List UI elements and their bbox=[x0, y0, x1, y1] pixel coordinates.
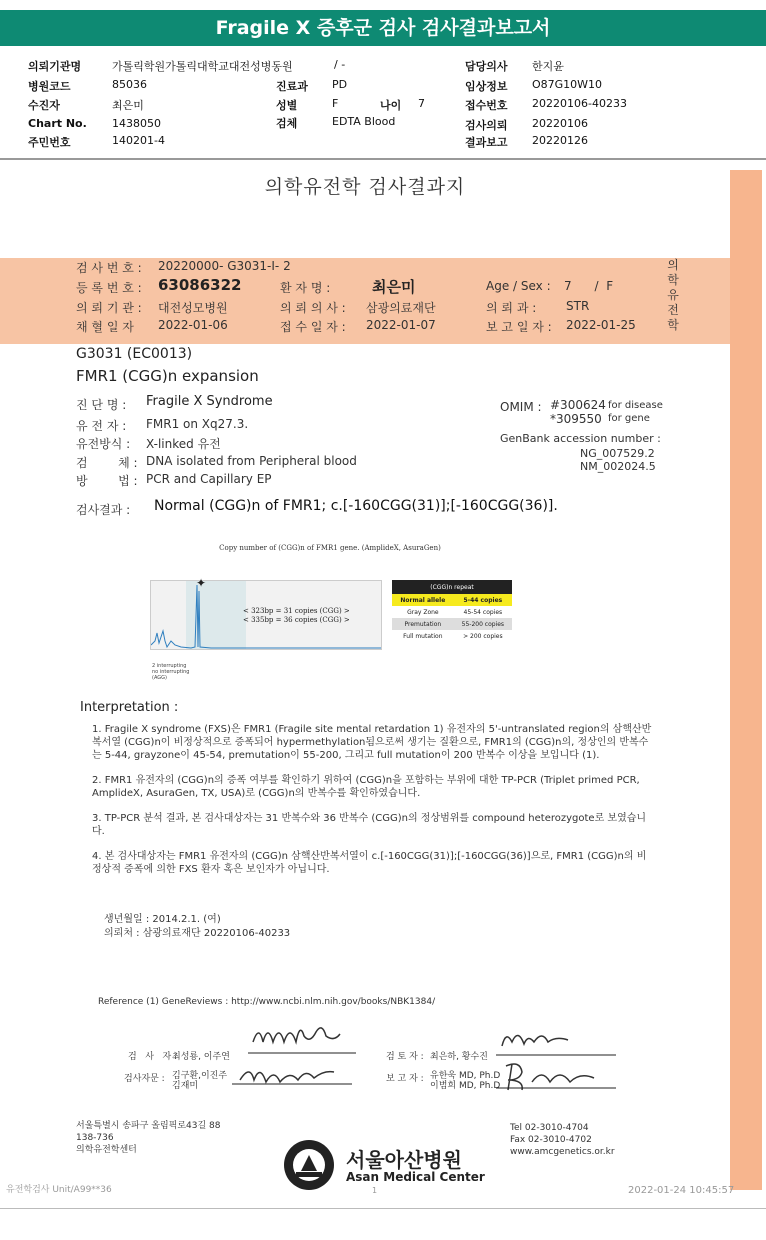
interpretation-title: Interpretation : bbox=[80, 700, 179, 715]
specimen-value-2: DNA isolated from Peripheral blood bbox=[146, 454, 357, 468]
hospital-value: 가톨릭학원가톨릭대학교대전성병동원 bbox=[112, 60, 293, 73]
band-report-label: 보 고 일 자 : bbox=[486, 320, 552, 334]
specimen-label-2: 검 체 : bbox=[76, 456, 138, 470]
clinical-label: 임상정보 bbox=[465, 80, 508, 93]
advisor-value: 김구환,이진주 김재미 bbox=[172, 1071, 228, 1091]
doctor-value: 한지윤 bbox=[532, 60, 564, 73]
copy-row-key: Full mutation bbox=[403, 632, 443, 640]
patient-value: 최은미 bbox=[112, 99, 144, 112]
reviewer-value: 최은하, 황수진 bbox=[430, 1052, 488, 1062]
sex-value: F bbox=[332, 97, 339, 110]
report-date-value: 20220126 bbox=[532, 134, 588, 147]
report-doc-title: 의학유전학 검사결과지 bbox=[264, 176, 466, 198]
hospital-name-en: Asan Medical Center bbox=[346, 1170, 485, 1184]
contact: Tel 02-3010-4704 Fax 02-3010-4702 www.amcgenetics.or.kr bbox=[510, 1123, 615, 1157]
diag-label: 진 단 명 : bbox=[76, 398, 127, 412]
copy-row-key: Gray Zone bbox=[407, 608, 439, 616]
collect-label: 채 혈 일 자 bbox=[76, 320, 134, 334]
omim-disease-note: for disease bbox=[608, 400, 663, 411]
copy-row-key: Premutation bbox=[404, 620, 442, 628]
interp-item: 2. FMR1 유전자의 (CGG)n의 증폭 여부를 확인하기 위하여 (CGG)n을 포함하는 부위에 대한 TP-PCR (Triplet primed PCR, AmplideX, AsuraGen, TX, USA)로 (CGG)n의 반복수를 확인하였습니다. bbox=[92, 775, 640, 799]
figure-peak-2: < 335bp = 36 copies (CGG) > bbox=[243, 616, 350, 624]
doctor-label: 담당의사 bbox=[465, 60, 508, 73]
genbank-2: NM_002024.5 bbox=[580, 460, 656, 473]
omim-gene-note: for gene bbox=[608, 413, 650, 424]
report-title-bar: Fragile X 증후군 검사 검사결과보고서 bbox=[0, 10, 766, 46]
sex-label: 성별 bbox=[276, 99, 298, 112]
request-label: 검사의뢰 bbox=[465, 119, 508, 132]
band-report-value: 2022-01-25 bbox=[566, 318, 636, 332]
agesex-label: Age / Sex : bbox=[486, 279, 551, 293]
diag-value: Fragile X Syndrome bbox=[146, 394, 273, 409]
bottom-rule bbox=[0, 1208, 766, 1209]
test-no-label: 검 사 번 호 : bbox=[76, 261, 142, 275]
patient-label: 수진자 bbox=[28, 99, 60, 112]
copy-number-table bbox=[392, 580, 512, 642]
test-code: G3031 (EC0013) bbox=[76, 346, 193, 362]
genbank-1: NG_007529.2 bbox=[580, 447, 655, 460]
inherit-label: 유전방식 : bbox=[76, 437, 131, 451]
right-margin-strip bbox=[730, 170, 762, 1190]
code-label: 병원코드 bbox=[28, 80, 71, 93]
dept-value: PD bbox=[332, 78, 348, 91]
result-label: 검사결과 : bbox=[76, 503, 131, 517]
figure-note: 2 interrupting no interrupting (AGG) bbox=[152, 663, 190, 681]
dept-label: 진료과 bbox=[276, 80, 308, 93]
band-dept-value: STR bbox=[566, 299, 590, 313]
hospital-label: 의뢰기관명 bbox=[28, 60, 82, 73]
interp-item: 4. 본 검사대상자는 FMR1 유전자의 (CGG)n 삼핵산반복서열이 c.[-160CGG(31)];[-160CGG(36)]으로, FMR1 (CGG)n의 비정상적 증폭에 의한 FXS 환자 혹은 보인자가 아닙니다. bbox=[92, 851, 647, 875]
band-doc-value: 삼광의료재단 bbox=[366, 301, 436, 315]
hospital-extra: / - bbox=[334, 58, 346, 71]
header-divider bbox=[0, 158, 766, 160]
peak-marker-icon: ✦ bbox=[196, 576, 207, 590]
reg-no-label: 등 록 번 호 : bbox=[76, 281, 142, 295]
advisor-label: 검사자문 : bbox=[124, 1074, 165, 1084]
rrn-value: 140201-4 bbox=[112, 134, 165, 147]
inherit-value: X-linked 유전 bbox=[146, 437, 221, 451]
copy-row-value: > 200 copies bbox=[463, 632, 503, 640]
figure-peak-1: < 323bp = 31 copies (CGG) > bbox=[243, 607, 350, 615]
age-label: 나이 bbox=[380, 99, 402, 112]
rrn-label: 주민번호 bbox=[28, 136, 71, 149]
interp-item: 1. Fragile X syndrome (FXS)은 FMR1 (Fragile site mental retardation 1) 유전자의 5'-untranslated region의 삼핵산반복서열 (CGG)n이 비정상적으로 증폭되어 hypermethylation됨으로써 생기는 질환으로, FMR1의 (CGG)n의, 정상인의 반복수는 5-44, grayzone이 45-54, premutation이 55-200, 그리고 full mutation이 200 반복수 이상을 보입니다 (1). bbox=[92, 724, 652, 761]
copy-row-value: 55-200 copies bbox=[461, 620, 505, 628]
receipt-value: 20220106-40233 bbox=[532, 97, 627, 110]
reviewer-label: 검 토 자 : bbox=[386, 1052, 424, 1062]
copy-row-value: 5-44 copies bbox=[463, 596, 503, 604]
copy-row-key: Normal allele bbox=[400, 596, 446, 604]
omim-disease: #300624 bbox=[550, 398, 606, 412]
electropherogram-trace bbox=[151, 581, 381, 649]
inst-label: 의 뢰 기 관 : bbox=[76, 301, 142, 315]
band-patient-label: 환 자 명 : bbox=[280, 281, 331, 295]
age-value: 7 bbox=[418, 97, 425, 110]
address: 서울특별시 송파구 올림픽로43길 88 138-736 의학유전학센터 bbox=[76, 1121, 221, 1155]
gene-label: 유 전 자 : bbox=[76, 419, 127, 433]
test-name: FMR1 (CGG)n expansion bbox=[76, 367, 259, 385]
referrer: 의뢰처 : 삼광의료재단 20220106-40233 bbox=[104, 928, 291, 939]
receive-value: 2022-01-07 bbox=[366, 318, 436, 332]
report-date-label: 결과보고 bbox=[465, 136, 508, 149]
receive-label: 접 수 일 자 : bbox=[280, 320, 346, 334]
code-value: 85036 bbox=[112, 78, 147, 91]
band-patient-value: 최은미 bbox=[372, 278, 416, 296]
method-label: 방 법 : bbox=[76, 474, 138, 488]
footer-timestamp: 2022-01-24 10:45:57 bbox=[628, 1185, 735, 1196]
chart-value: 1438050 bbox=[112, 117, 161, 130]
band-doc-label: 의 뢰 의 사 : bbox=[280, 301, 346, 315]
reference: Reference (1) GeneReviews : http://www.ncbi.nlm.nih.gov/books/NBK1384/ bbox=[98, 997, 436, 1007]
interp-item: 3. TP-PCR 분석 결과, 본 검사대상자는 31 반복수와 36 반복수 (CGG)n의 정상범위를 compound heterozygote로 보였습니다. bbox=[92, 813, 647, 837]
reviewer-signature bbox=[496, 1024, 616, 1058]
omim-gene: *309550 bbox=[550, 412, 602, 426]
receipt-label: 접수번호 bbox=[465, 99, 508, 112]
band-dept-label: 의 뢰 과 : bbox=[486, 301, 537, 315]
result-value: Normal (CGG)n of FMR1; c.[-160CGG(31)];[-160CGG(36)]. bbox=[154, 498, 558, 514]
tester-signature bbox=[248, 1020, 358, 1056]
interpretation-body bbox=[92, 723, 652, 876]
test-no-value: 20220000- G3031-I- 2 bbox=[158, 259, 291, 273]
vertical-label: 의학유전학 bbox=[667, 258, 679, 332]
reporter-label: 보 고 자 : bbox=[386, 1074, 424, 1084]
chart-label: Chart No. bbox=[28, 117, 87, 130]
birth-date: 생년월일 : 2014.2.1. (여) bbox=[104, 914, 221, 925]
footer-unit: 유전학검사 Unit/A99**36 bbox=[6, 1185, 112, 1195]
tester-value: 최성룡, 이주연 bbox=[172, 1052, 230, 1062]
copy-row-value: 45-54 copies bbox=[463, 608, 503, 616]
advisor-signature bbox=[232, 1060, 352, 1090]
reporter-signature bbox=[496, 1058, 616, 1092]
collect-value: 2022-01-06 bbox=[158, 318, 228, 332]
figure-caption: Copy number of (CGG)n of FMR1 gene. (AmplideX, AsuraGen) bbox=[219, 544, 441, 552]
genbank-label: GenBank accession number : bbox=[500, 432, 661, 445]
clinical-value: O87G10W10 bbox=[532, 78, 603, 91]
asan-foundation-logo bbox=[282, 1138, 336, 1192]
specimen-value: EDTA Blood bbox=[332, 115, 396, 128]
reporter-value: 유한욱 MD, Ph.D 이범희 MD, Ph.D bbox=[430, 1071, 501, 1091]
specimen-label: 검체 bbox=[276, 117, 298, 130]
reg-no-value: 63086322 bbox=[158, 276, 242, 294]
agesex-value: 7 / F bbox=[564, 279, 614, 293]
omim-label: OMIM : bbox=[500, 400, 542, 414]
copy-table-header: (CGG)n repeat bbox=[392, 580, 512, 594]
method-value: PCR and Capillary EP bbox=[146, 472, 272, 486]
gene-value: FMR1 on Xq27.3. bbox=[146, 417, 249, 431]
page-number: 1 bbox=[372, 1186, 378, 1195]
request-value: 20220106 bbox=[532, 117, 588, 130]
tester-label: 검 사 자 : bbox=[128, 1052, 178, 1062]
inst-value: 대전성모병원 bbox=[158, 301, 228, 315]
hospital-name-ko: 서울아산병원 bbox=[346, 1148, 462, 1172]
electropherogram bbox=[150, 580, 382, 650]
